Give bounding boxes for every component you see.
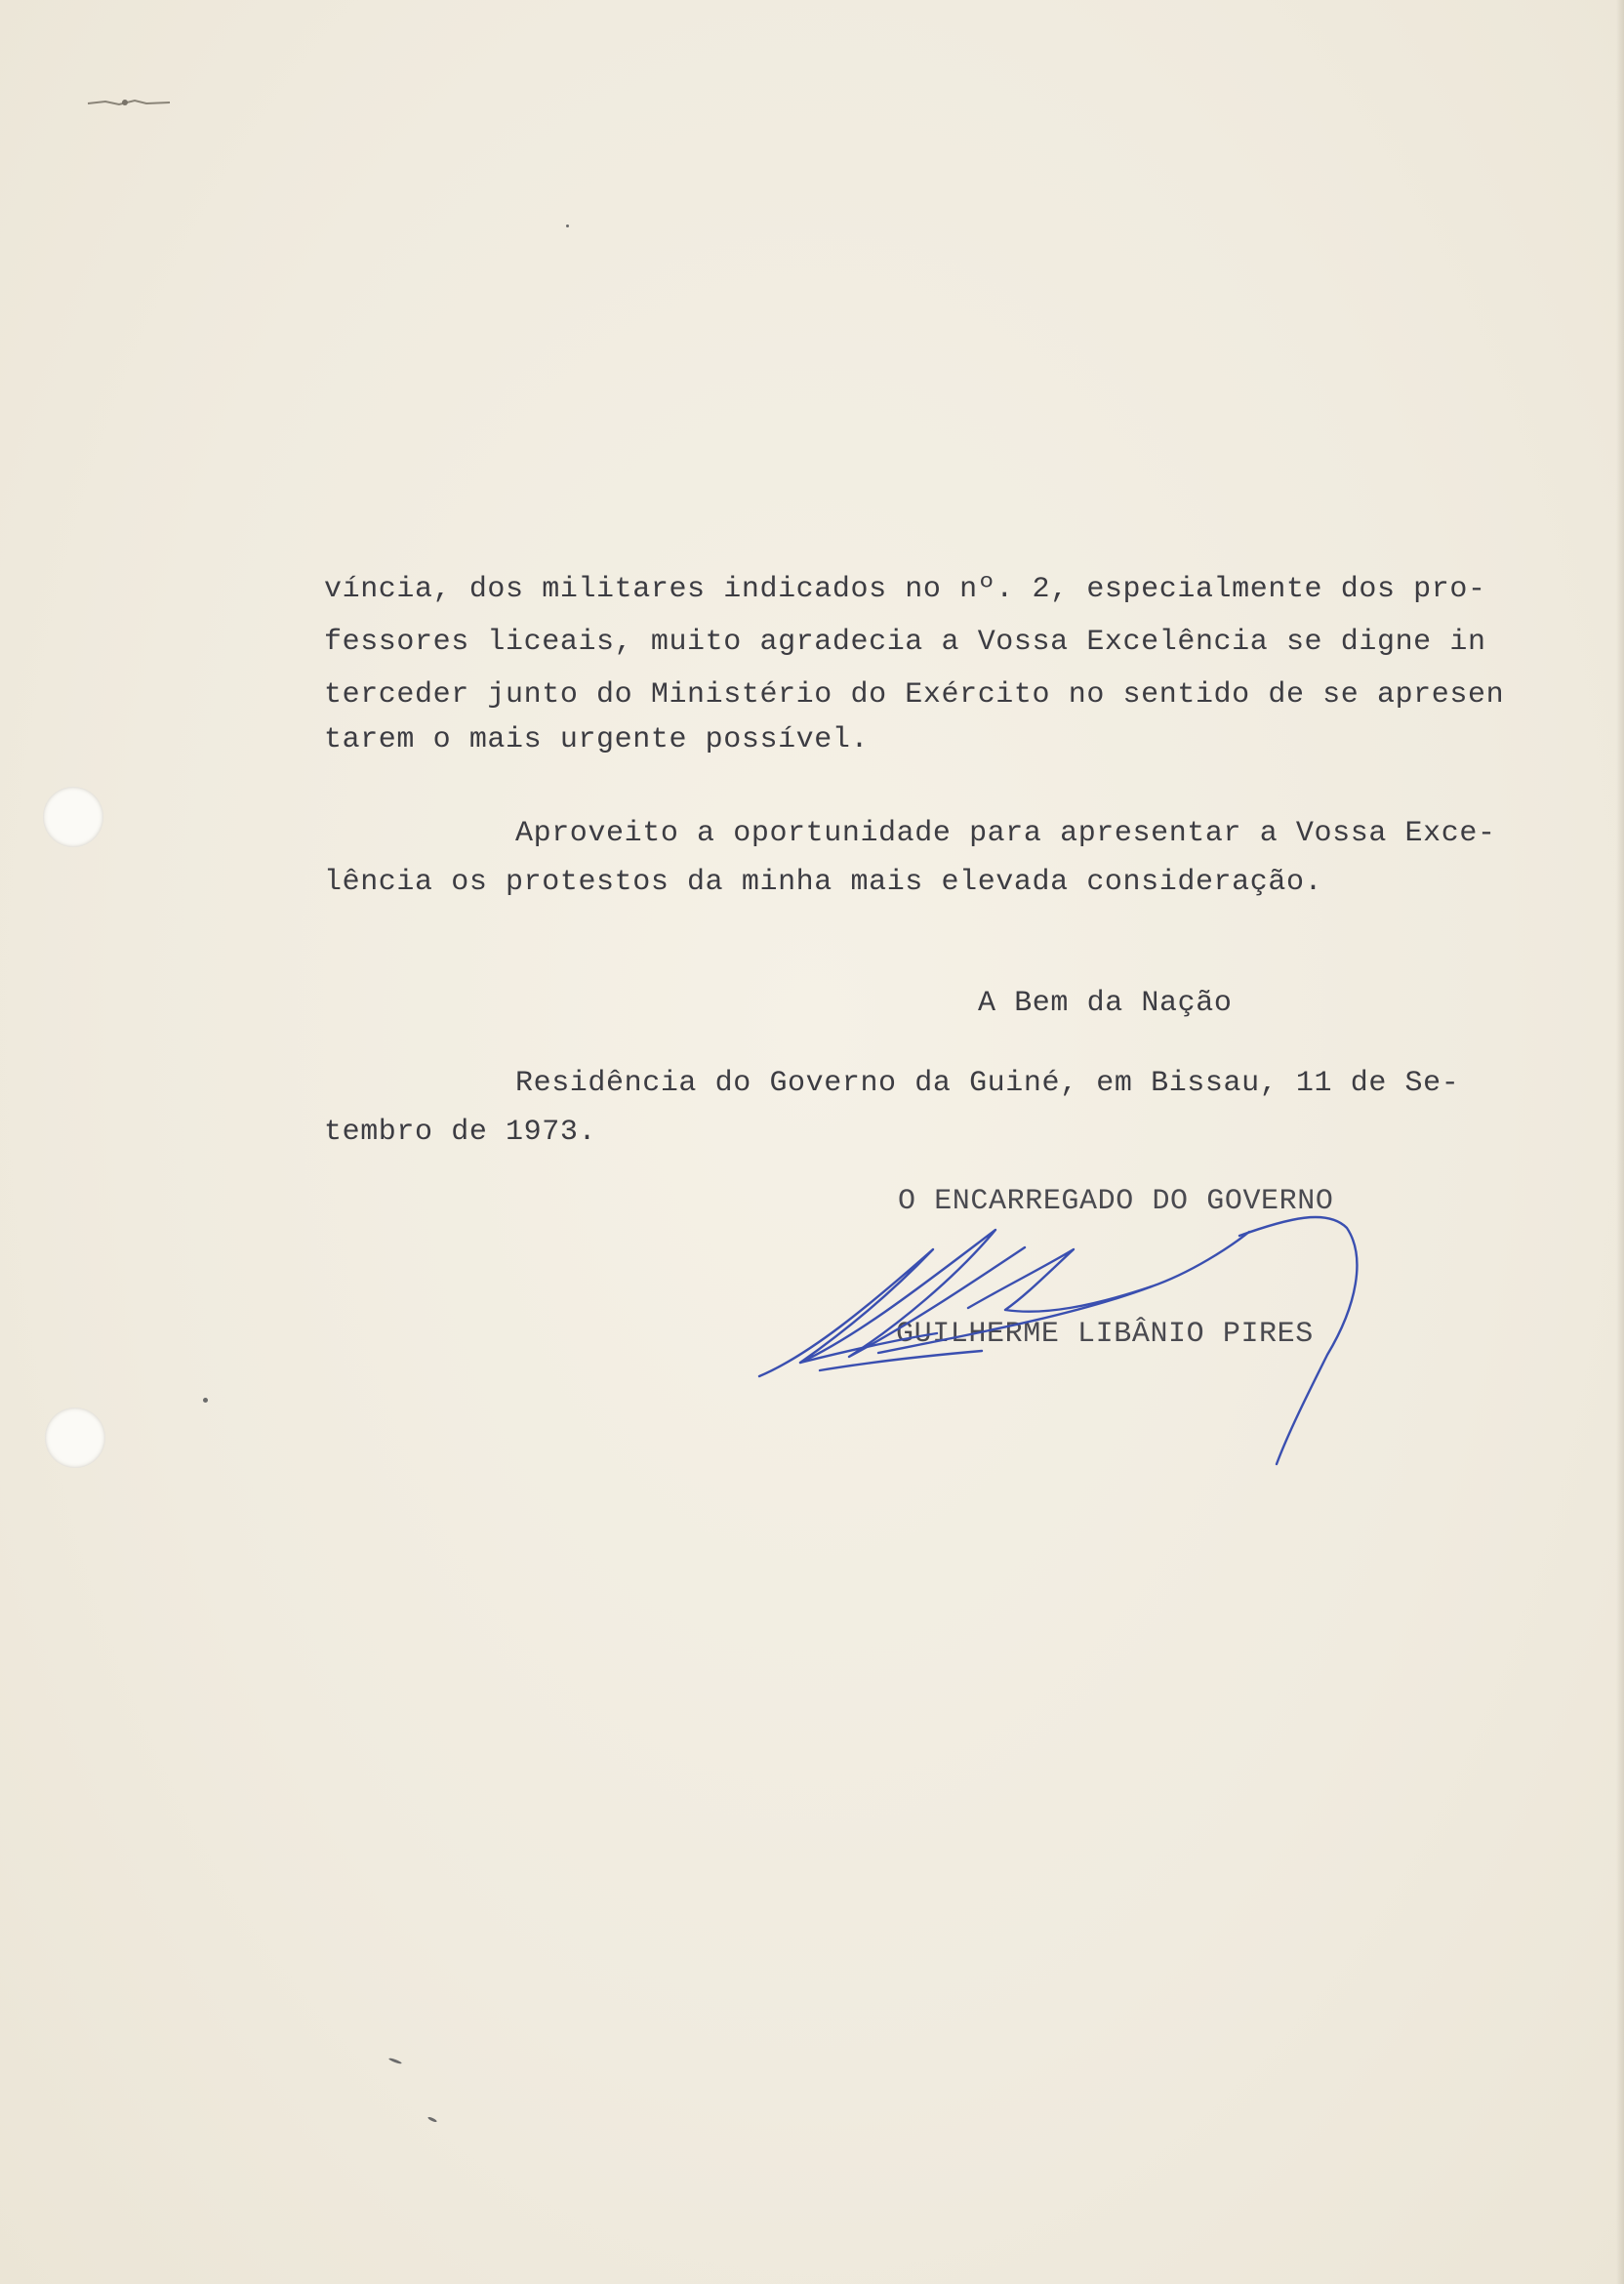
paragraph-1-line-1: víncia, dos militares indicados no nº. 2, especialmente dos pro- [324, 573, 1486, 606]
paragraph-1-line-4: tarem o mais urgente possível. [324, 723, 870, 756]
handwritten-signature [742, 1189, 1405, 1472]
signatory-name: GUILHERME LIBÂNIO PIRES [896, 1318, 1314, 1351]
paragraph-1-line-3: terceder junto do Ministério do Exército no sentido de se apresen [324, 678, 1505, 712]
paragraph-2-line-1: Aproveito a oportunidade para apresentar a Vossa Exce- [515, 817, 1496, 850]
paragraph-2-line-2: lência os protestos da minha mais elevada consideração. [324, 866, 1323, 899]
signatory-title: O ENCARREGADO DO GOVERNO [898, 1185, 1334, 1218]
paragraph-1-line-2: fessores liceais, muito agradecia a Vossa Excelência se digne in [324, 626, 1486, 659]
punch-hole-bottom [45, 1407, 105, 1468]
staple-mark [86, 96, 174, 109]
place-date-line-1: Residência do Governo da Guiné, em Bissau, 11 de Se- [515, 1067, 1460, 1100]
punch-hole-top [43, 787, 103, 847]
closing-formula: A Bem da Nação [978, 987, 1233, 1020]
speck [203, 1398, 208, 1403]
page-edge-shadow [1616, 0, 1624, 2284]
speck [388, 2058, 402, 2065]
speck [566, 224, 569, 227]
place-date-line-2: tembro de 1973. [324, 1116, 597, 1149]
speck [427, 2116, 437, 2123]
